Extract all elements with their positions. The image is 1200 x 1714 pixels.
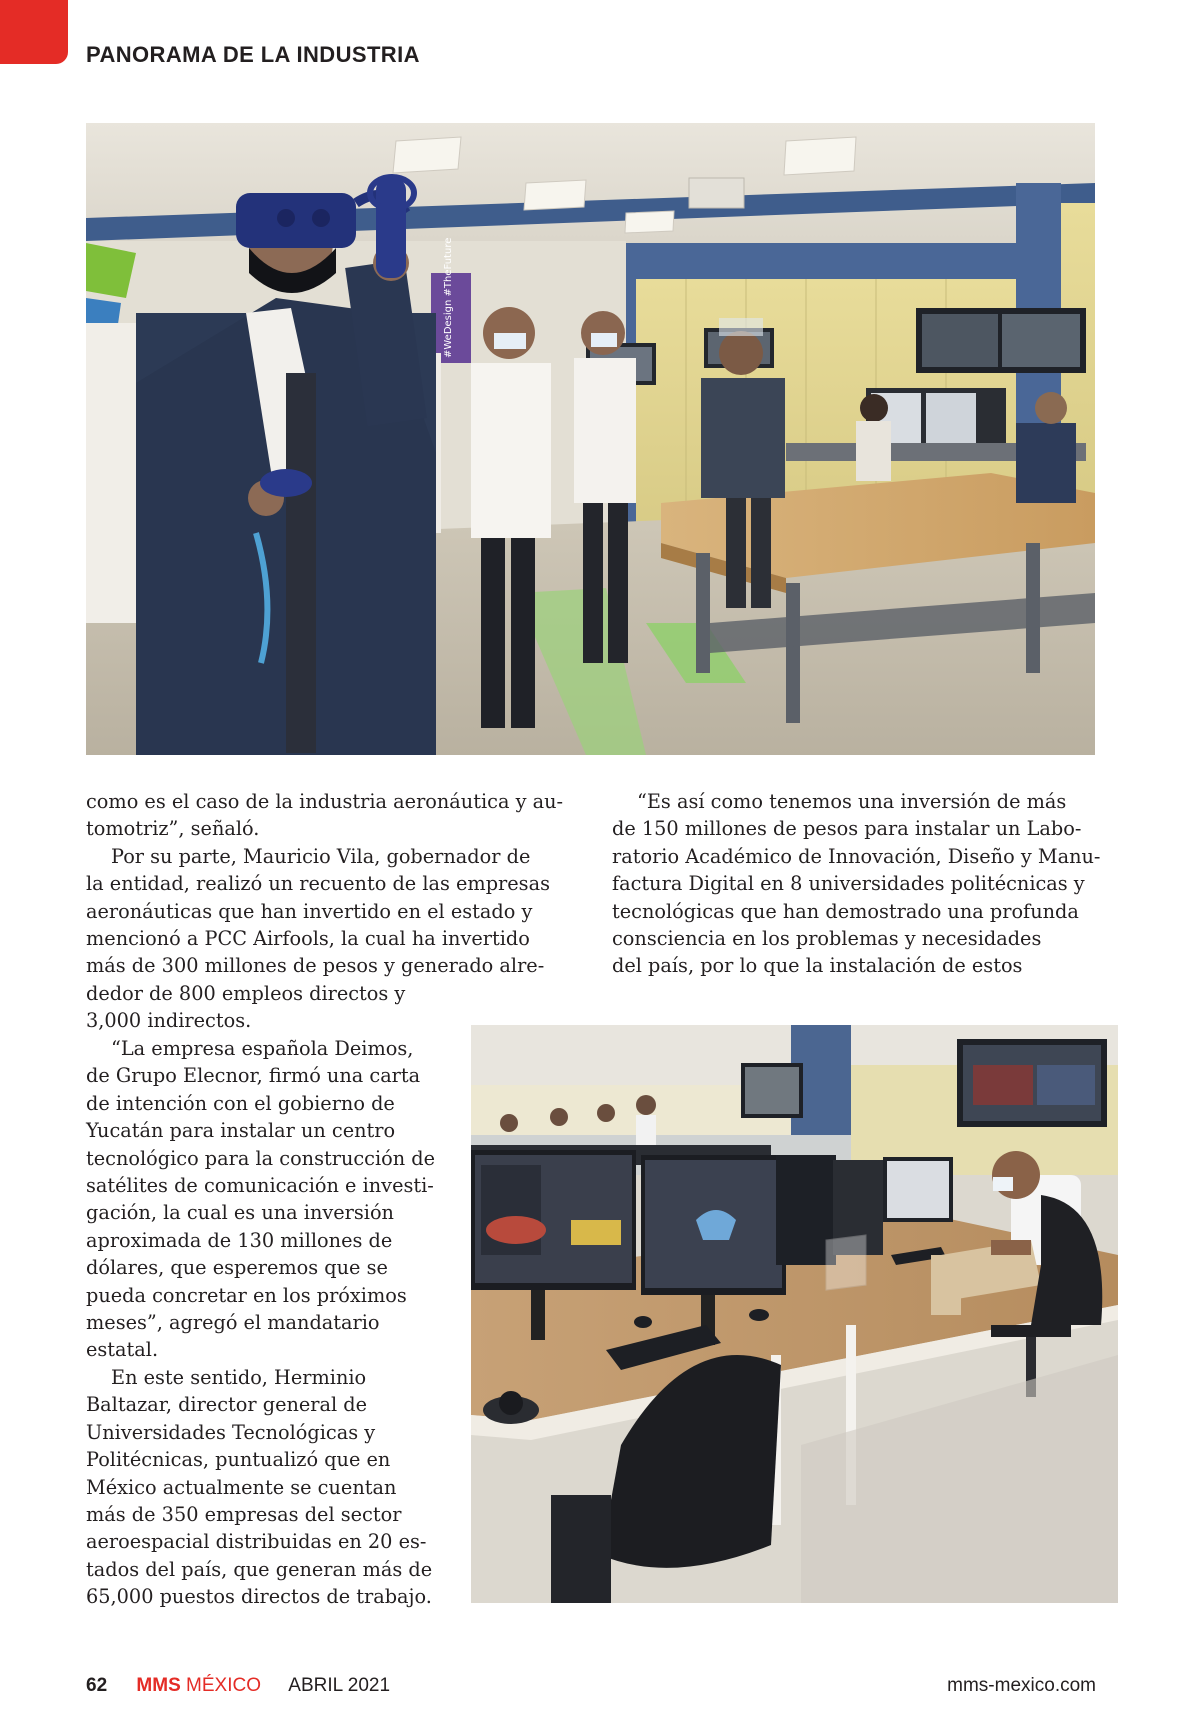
text-line: ratorio Académico de Innovación, Diseño y Manu- <box>612 844 1101 868</box>
article-column-left-top <box>86 788 563 1035</box>
article-column-left-narrow <box>86 1035 435 1611</box>
text-line: de intención con el gobierno de <box>86 1091 395 1115</box>
text-line: Yucatán para instalar un centro <box>86 1119 396 1143</box>
text-line: tecnológico para la construcción de <box>86 1146 436 1170</box>
text-line: “Es así como tenemos una inversión de más <box>637 790 1067 813</box>
section-title: PANORAMA DE LA INDUSTRIA <box>86 42 420 67</box>
text-line: Por su parte, Mauricio Vila, gobernador de <box>111 844 531 868</box>
text-line: dedor de 800 empleos directos y <box>86 981 406 1005</box>
brand-bold: MMS <box>136 1675 181 1696</box>
text-line: tados del país, que generan más de <box>86 1557 433 1581</box>
photo-vr-lab-visit <box>86 123 1095 755</box>
text-line: de Grupo Elecnor, firmó una carta <box>86 1064 421 1088</box>
text-line: pueda concretar en los próximos <box>86 1283 407 1307</box>
text-line: En este sentido, Herminio <box>111 1365 367 1389</box>
text-line: aproximada de 130 millones de <box>86 1228 393 1252</box>
issue-date: ABRIL 2021 <box>288 1675 391 1696</box>
photo-computer-lab <box>471 1025 1118 1603</box>
text-line: de 150 millones de pesos para instalar un Labo- <box>612 817 1082 841</box>
text-line: aeroespacial distribuidas en 20 es- <box>86 1530 427 1554</box>
page-number: 62 <box>86 1675 108 1696</box>
text-line: más de 300 millones de pesos y generado alre- <box>86 954 545 978</box>
text-line: tomotriz”, señaló. <box>86 817 260 841</box>
text-line: del país, por lo que la instalación de estos <box>612 954 1023 978</box>
text-line: mencionó a PCC Airfools, la cual ha invertido <box>86 927 530 951</box>
photo-vr-lab-visit-graphic <box>86 123 1095 755</box>
text-line: aeronáuticas que han invertido en el estado y <box>86 899 533 923</box>
text-line: Baltazar, director general de <box>86 1393 368 1417</box>
text-line: Politécnicas, puntualizó que en <box>86 1448 391 1472</box>
website-url: mms-mexico.com <box>947 1675 1096 1696</box>
text-line: como es el caso de la industria aeronáutica y au- <box>86 790 564 813</box>
text-line: gación, la cual es una inversión <box>86 1201 394 1225</box>
text-line: estatal. <box>86 1338 159 1362</box>
text-line: dólares, que esperemos que se <box>86 1256 388 1280</box>
text-line: tecnológicas que han demostrado una profunda <box>612 899 1079 923</box>
magazine-brand <box>136 1675 261 1696</box>
photo-computer-lab-graphic <box>471 1025 1118 1603</box>
text-line: satélites de comunicación e investi- <box>86 1174 434 1198</box>
text-line: factura Digital en 8 universidades politécnicas y <box>612 872 1085 896</box>
photo-banner-text: #WeDesign #TheFuture <box>443 237 454 358</box>
text-line: México actualmente se cuentan <box>86 1475 397 1499</box>
text-line: “La empresa española Deimos, <box>111 1037 414 1060</box>
page-footer-left <box>86 1675 390 1697</box>
article-column-right <box>612 788 1100 980</box>
text-line: más de 350 empresas del sector <box>86 1502 402 1526</box>
text-line: la entidad, realizó un recuento de las empresas <box>86 872 550 896</box>
text-line: 65,000 puestos directos de trabajo. <box>86 1585 432 1609</box>
text-line: Universidades Tecnológicas y <box>86 1420 376 1444</box>
text-line: 3,000 indirectos. <box>86 1009 252 1033</box>
brand-light: MÉXICO <box>186 1675 261 1696</box>
text-line: consciencia en los problemas y necesidades <box>612 927 1042 951</box>
section-color-tab <box>0 0 68 64</box>
text-line: meses”, agregó el mandatario <box>86 1311 380 1335</box>
